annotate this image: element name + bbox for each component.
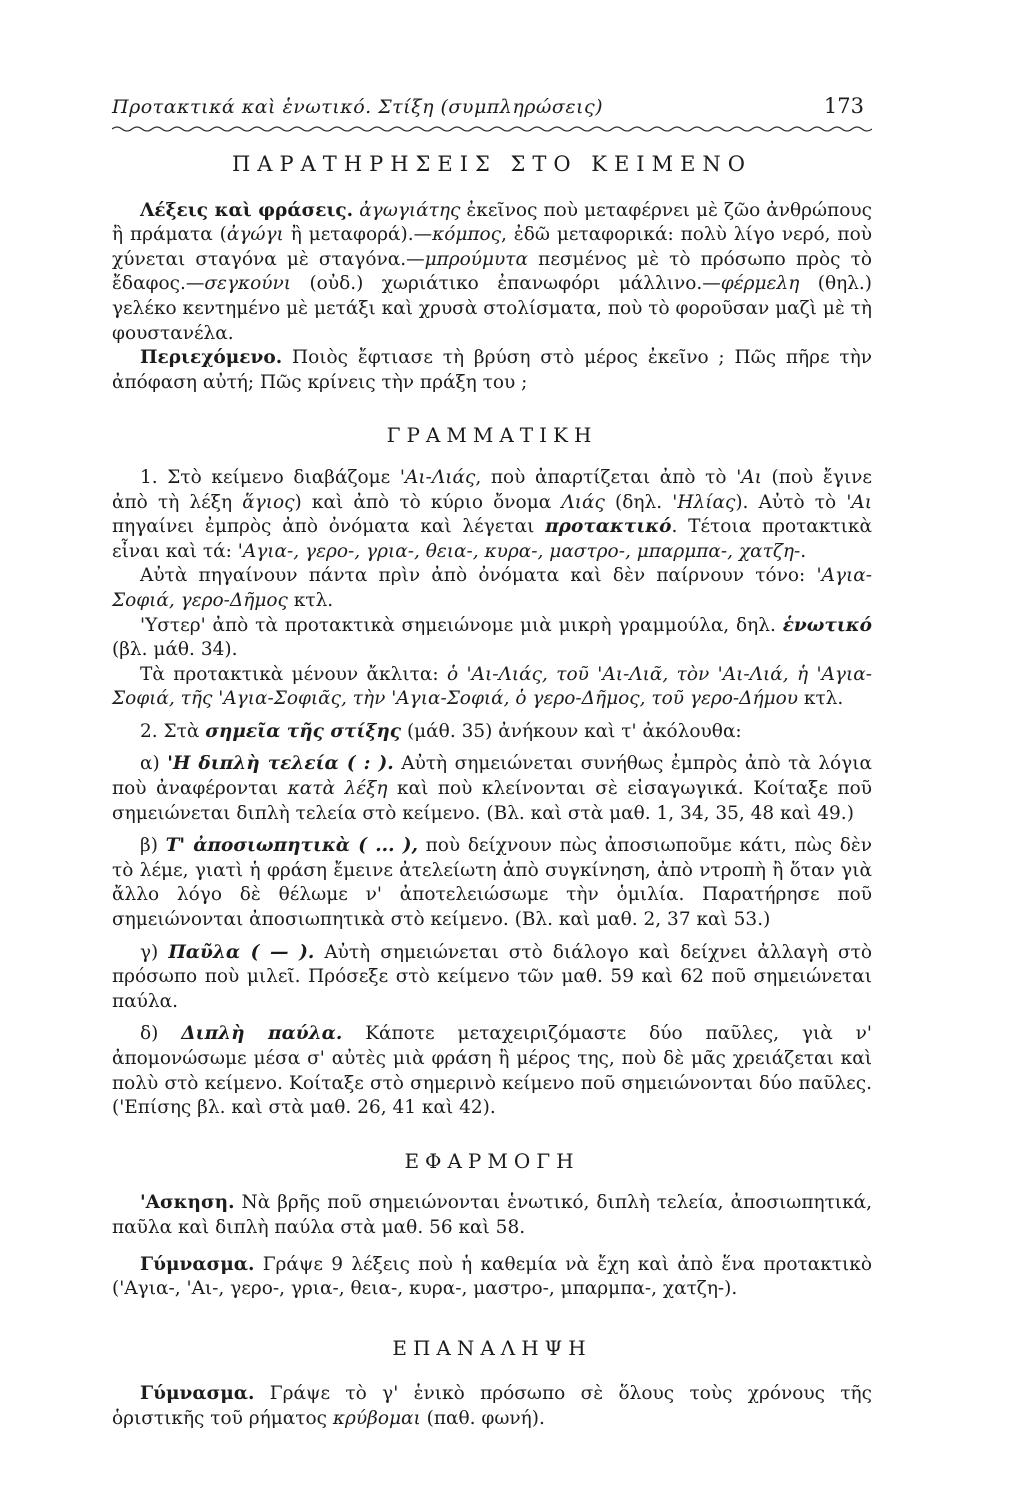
running-header (112, 92, 872, 126)
grammar-paragraph-4: Τὰ προτακτικὰ μένουν ἄκλιτα: ὁ 'Αι-Λιάς, τοῦ 'Αι-Λιᾶ, τὸν 'Αι-Λιά, ἡ 'Αγια-Σοφιά, τῆς 'Αγια-Σοφιᾶς, τὴν 'Αγια-Σοφιά, ὁ γερο-Δῆμος, τοῦ γερο-Δήμου κτλ. (112, 663, 872, 710)
grammar-item-ellipsis: β) Τ' ἀποσιωπητικὰ ( ... ), ποὺ δείχνουν πὼς ἀποσιωποῦμε κάτι, πὼς δὲν τὸ λέμε, γιατὶ ἡ φράση ἔμεινε ἀτελείωτη ἀπὸ συγκίνηση, ἀπὸ ντροπὴ ἢ ὅταν γιὰ ἄλλο λόγο δὲ θέλωμε ν' ἀποτελειώσωμε τὴν ὁμιλία. Παρατήρησε ποῦ σημειώνονται ἀποσιωπητικὰ στὸ κείμενο. (Βλ. καὶ μαθ. 2, 37 καὶ 53.) (112, 835, 873, 931)
vocabulary-label: Λέξεις καὶ φράσεις. (140, 199, 354, 221)
page-number: 173 (823, 94, 864, 118)
decorative-wavy-rule (112, 124, 872, 134)
section-heading-grammar: ΓΡΑΜΜΑΤΙΚΗ (386, 423, 598, 448)
grammar-paragraph-1: 1. Στὸ κείμενο διαβάζομε 'Αι-Λιάς, ποὺ ἀπαρτίζεται ἀπὸ τὸ 'Αι (ποὺ ἔγινε ἀπὸ τὴ λέξη ἅγιος) καὶ ἀπὸ τὸ κύριο ὄνομα Λιάς (δηλ. 'Ηλίας). Αὐτὸ τὸ 'Αι πηγαίνει ἐμπρὸς ἀπὸ ὀνόματα καὶ λέγεται προτακτικό. Τέτοια προτακτικὰ εἶναι καὶ τά: 'Αγια-, γερο-, γρια-, θεια-, κυρα-, μαστρο-, μπαρμπα-, χατζη-. (112, 466, 873, 562)
grammar-paragraph-2: Αὐτὰ πηγαίνουν πάντα πρὶν ἀπὸ ὀνόματα καὶ δὲν παίρνουν τόνο: 'Αγια-Σοφιά, γερο-Δῆμος κτλ. (112, 565, 872, 611)
section-heading-application: ΕΦΑΡΜΟΓΗ (404, 1148, 580, 1173)
exercise-paragraph: 'Ασκηση. Νὰ βρῆς ποῦ σημειώνονται ἑνωτικό, διπλὴ τελεία, ἀποσιωπητικά, παῦλα καὶ διπλὴ παύλα στὰ μαθ. 56 καὶ 58. (112, 1192, 872, 1238)
grammar-paragraph-3: 'Υστερ' ἀπὸ τὰ προτακτικὰ σημειώνομε μιὰ μικρὴ γραμμούλα, δηλ. ἑνωτικό (βλ. μάθ. 34). (112, 614, 872, 661)
grammar-item-colon: α) 'Η διπλὴ τελεία ( : ). Αὐτὴ σημειώνεται συνήθως ἐμπρὸς ἀπὸ τὰ λόγια ποὺ ἀναφέρονται κατὰ λέξη καὶ ποὺ κλείνονται σὲ εἰσαγωγικά. Κοίταξε ποῦ σημειώνεται διπλὴ τελεία στὸ κείμενο. (Βλ. καὶ στὰ μαθ. 1, 34, 35, 48 καὶ 49.) (112, 753, 872, 824)
grammar-item-dash: γ) Παῦλα ( — ). Αὐτὴ σημειώνεται στὸ διάλογο καὶ δείχνει ἀλλαγὴ στὸ πρόσωπο ποὺ μιλεῖ. Πρόσεξε στὸ κείμενο τῶν μαθ. 59 καὶ 62 ποῦ σημειώνεται παύλα. (112, 941, 873, 1012)
content-label: Περιεχόμενο. (140, 347, 283, 369)
page-content (112, 152, 872, 1432)
grammar-paragraph-5: 2. Στὰ σημεῖα τῆς στίξης (μάθ. 35) ἀνήκουν καὶ τ' ἀκόλουθα: (140, 720, 742, 742)
section-heading-observations: ΠΑΡΑΤΗΡΗΣΕΙΣ ΣΤΟ ΚΕΙΜΕΝΟ (231, 152, 753, 176)
review-drill-paragraph: Γύμνασμα. Γράψε τὸ γ' ἑνικὸ πρόσωπο σὲ ὅλους τοὺς χρόνους τῆς ὁριστικῆς τοῦ ρήματος κρύβομαι (παθ. φωνή). (112, 1383, 872, 1429)
section-heading-review: ΕΠΑΝΑΛΗΨΗ (392, 1335, 592, 1360)
drill-paragraph: Γύμνασμα. Γράψε 9 λέξεις ποὺ ἡ καθεμία νὰ ἔχη καὶ ἀπὸ ἕνα προτακτικὸ ('Αγια-, 'Αι-, γερο-, γρια-, θεια-, κυρα-, μαστρο-, μπαρμπα-, χατζη-). (112, 1253, 872, 1300)
header-title: Προτακτικά καὶ ἑνωτικό. Στίξη (συμπληρώσεις) (112, 96, 604, 118)
exercise-label: 'Ασκηση. (140, 1192, 235, 1214)
grammar-item-double-dash: δ) Διπλὴ παύλα. Κάποτε μεταχειριζόμαστε δύο παῦλες, γιὰ ν' ἀπομονώσωμε μέσα σ' αὐτὲς μιὰ φράση ἢ μέρος της, ποὺ δὲ μᾶς χρειάζεται καὶ πολὺ στὸ κείμενο. Κοίταξε στὸ σημερινὸ κείμενο ποῦ σημειώνονται δύο παῦλες. ('Επίσης βλ. καὶ στὰ μαθ. 26, 41 καὶ 42). (112, 1023, 872, 1119)
content-paragraph: Περιεχόμενο. Ποιὸς ἔφτιασε τὴ βρύση στὸ μέρος ἐκεῖνο ; Πῶς πῆρε τὴν ἀπόφαση αὐτή; Πῶς κρίνεις τὴν πράξη του ; (112, 347, 872, 393)
drill-label: Γύμνασμα. (140, 1253, 255, 1275)
vocabulary-paragraph: Λέξεις καὶ φράσεις. ἀγωγιάτης ἐκεῖνος ποὺ μεταφέρνει μὲ ζῶο ἀνθρώπους ἢ πράματα (ἀγώγι ἢ μεταφορά).—κόμπος, ἐδῶ μεταφορικά: πολὺ λίγο νερό, ποὺ χύνεται σταγόνα μὲ σταγόνα.—μπρούμυτα πεσμένος μὲ τὸ πρόσωπο πρὸς τὸ ἔδαφος.—σεγκούνι (οὐδ.) χωριάτικο ἐπανωφόρι μάλλινο.—φέρμελη (θηλ.) γελέκο κεντημένο μὲ μετάξι καὶ χρυσὰ στολίσματα, ποὺ τὸ φοροῦσαν μαζὶ μὲ τὴ φουστανέλα. (112, 199, 872, 344)
review-drill-label: Γύμνασμα. (140, 1383, 255, 1405)
